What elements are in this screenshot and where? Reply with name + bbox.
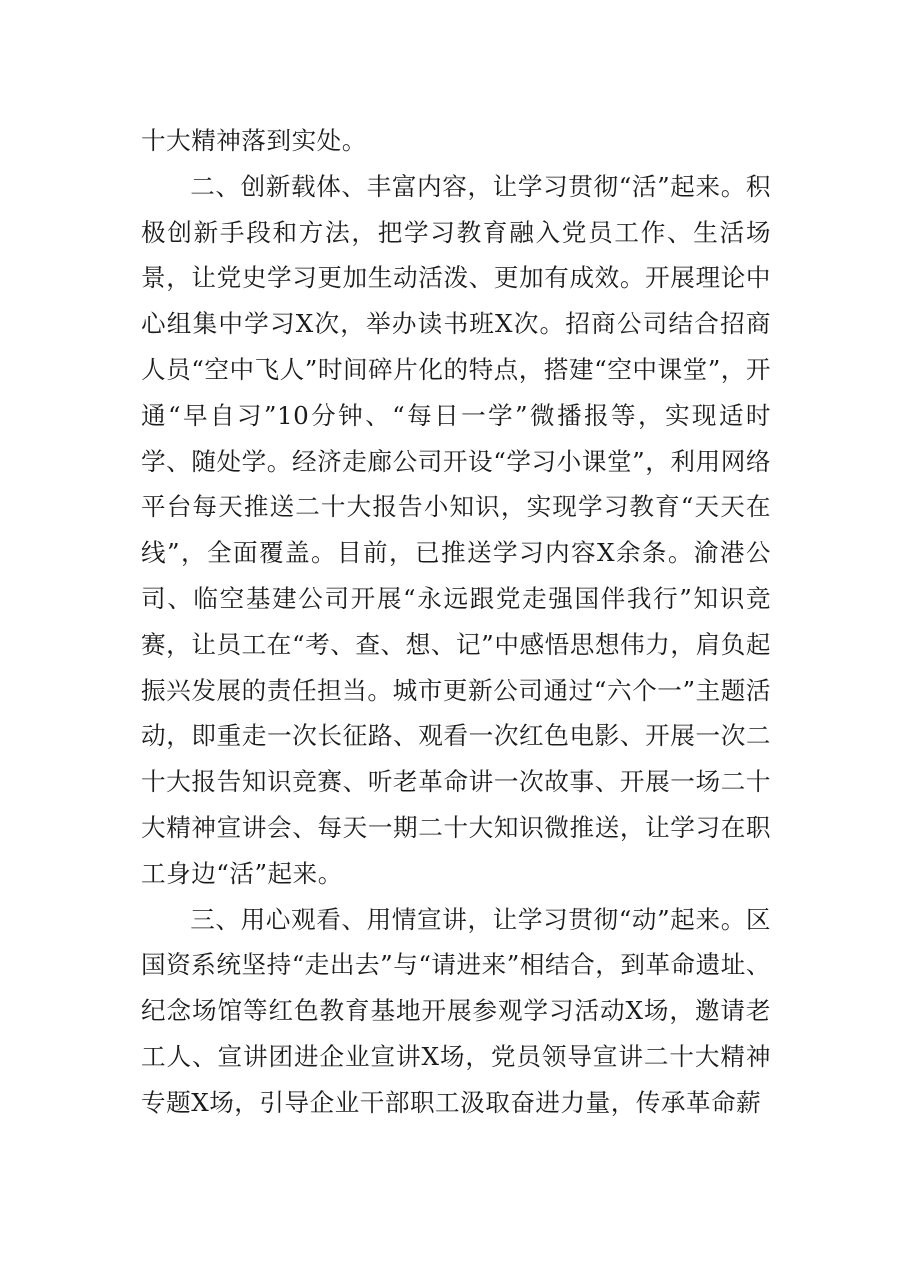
paragraph-continuation: 十大精神落到实处。 (141, 126, 367, 155)
document-body (141, 118, 771, 1126)
paragraph-section-three: 三、用心观看、用情宣讲，让学习贯彻“动”起来。区国资系统坚持“走出去”与“请进来”相结合，到革命遗址、纪念场馆等红色教育基地开展参观学习活动X场，邀请老工人、宣讲团进企业宣讲X场，党员领导宣讲二十大精神专题X场，引导企业干部职工汲取奋进力量，传承革命薪 (141, 904, 771, 1117)
paragraph-section-two: 二、创新载体、丰富内容，让学习贯彻“活”起来。积极创新手段和方法，把学习教育融入党员工作、生活场景，让党史学习更加生动活泼、更加有成效。开展理论中心组集中学习X次，举办读书班X次。招商公司结合招商人员“空中飞人”时间碎片化的特点，搭建“空中课堂”，开通“早自习”10分钟、“每日一学”微播报等，实现适时学、随处学。经济走廊公司开设“学习小课堂”，利用网络平台每天推送二十大报告小知识，实现学习教育“天天在线”，全面覆盖。目前，已推送学习内容X余条。渝港公司、临空基建公司开展“永远跟党走强国伴我行”知识竞赛，让员工在“考、查、想、记”中感悟思想伟力，肩负起振兴发展的责任担当。城市更新公司通过“六个一”主题活动，即重走一次长征路、观看一次红色电影、开展一次二十大报告知识竞赛、听老革命讲一次故事、开展一场二十大精神宣讲会、每天一期二十大知识微推送，让学习在职工身边“活”起来。 (141, 171, 771, 888)
